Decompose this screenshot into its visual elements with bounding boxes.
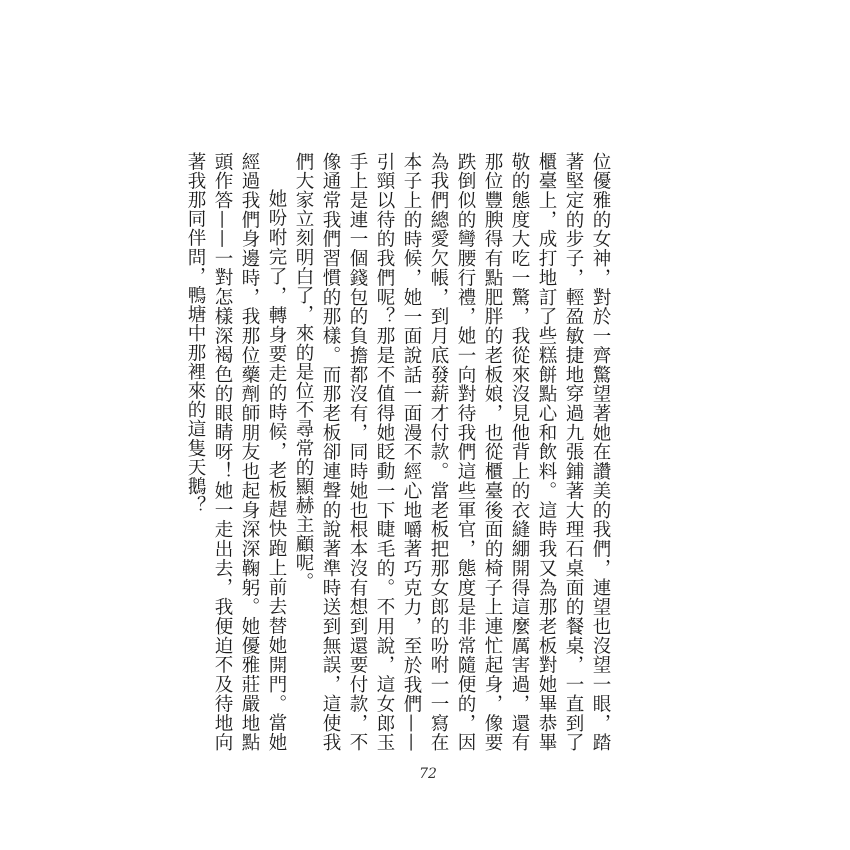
paragraph-2: 她吩咐完了，轉身要走的時候，老板趕快跑上前去替她開門。當她經過我們身邊時，我那位藥劑師朋友也起身深深鞠躬。她優雅莊嚴地點頭作答——一對怎樣深褐色的眼睛呀！她一走出去，我便迫不及待地向著我那同伴問，鴨塘中那裡來的這隻天鵝？ <box>185 152 287 752</box>
body-text <box>182 152 614 752</box>
paragraph-1: 位優雅的女神，對於一齊驚望著她在讚美的我們，連望也沒望一眼，踏著堅定的步子，輕盈敏捷地穿過九張鋪著大理石桌面的餐桌，一直到了櫃臺上，成打地訂了些糕餅點心和飲料。這時我又為那老板對她畢恭畢敬的態度大吃一驚，我從來沒見他背上的衣縫綳開得這麼厲害過，還有那位豐腴得有點肥胖的老板娘，也從櫃臺後面的椅子上連忙起身，像要跌倒似的彎腰行禮，她一向對待我們這些軍官，態度是非常隨便的，因為我們總愛欠帳，到月底發薪才付款。當老板把那女郎的吩咐一一寫在本子上的時候，她一面說話一面漫不經心地嚼著巧克力，至於我們——引頸以待的我們呢？那是不值得她眨動一下睫毛的。不用說，這女郎玉手上是連一個錢包的負擔都沒有，同時她也根本沒有想到還要付款，不像通常我們習慣的那樣。而那老板卻連聲的說著準時送到無誤，這使我們大家立刻明白了，來的是位不尋常的顯赫主顧呢。 <box>293 152 611 752</box>
page-number: 72 <box>419 766 437 782</box>
